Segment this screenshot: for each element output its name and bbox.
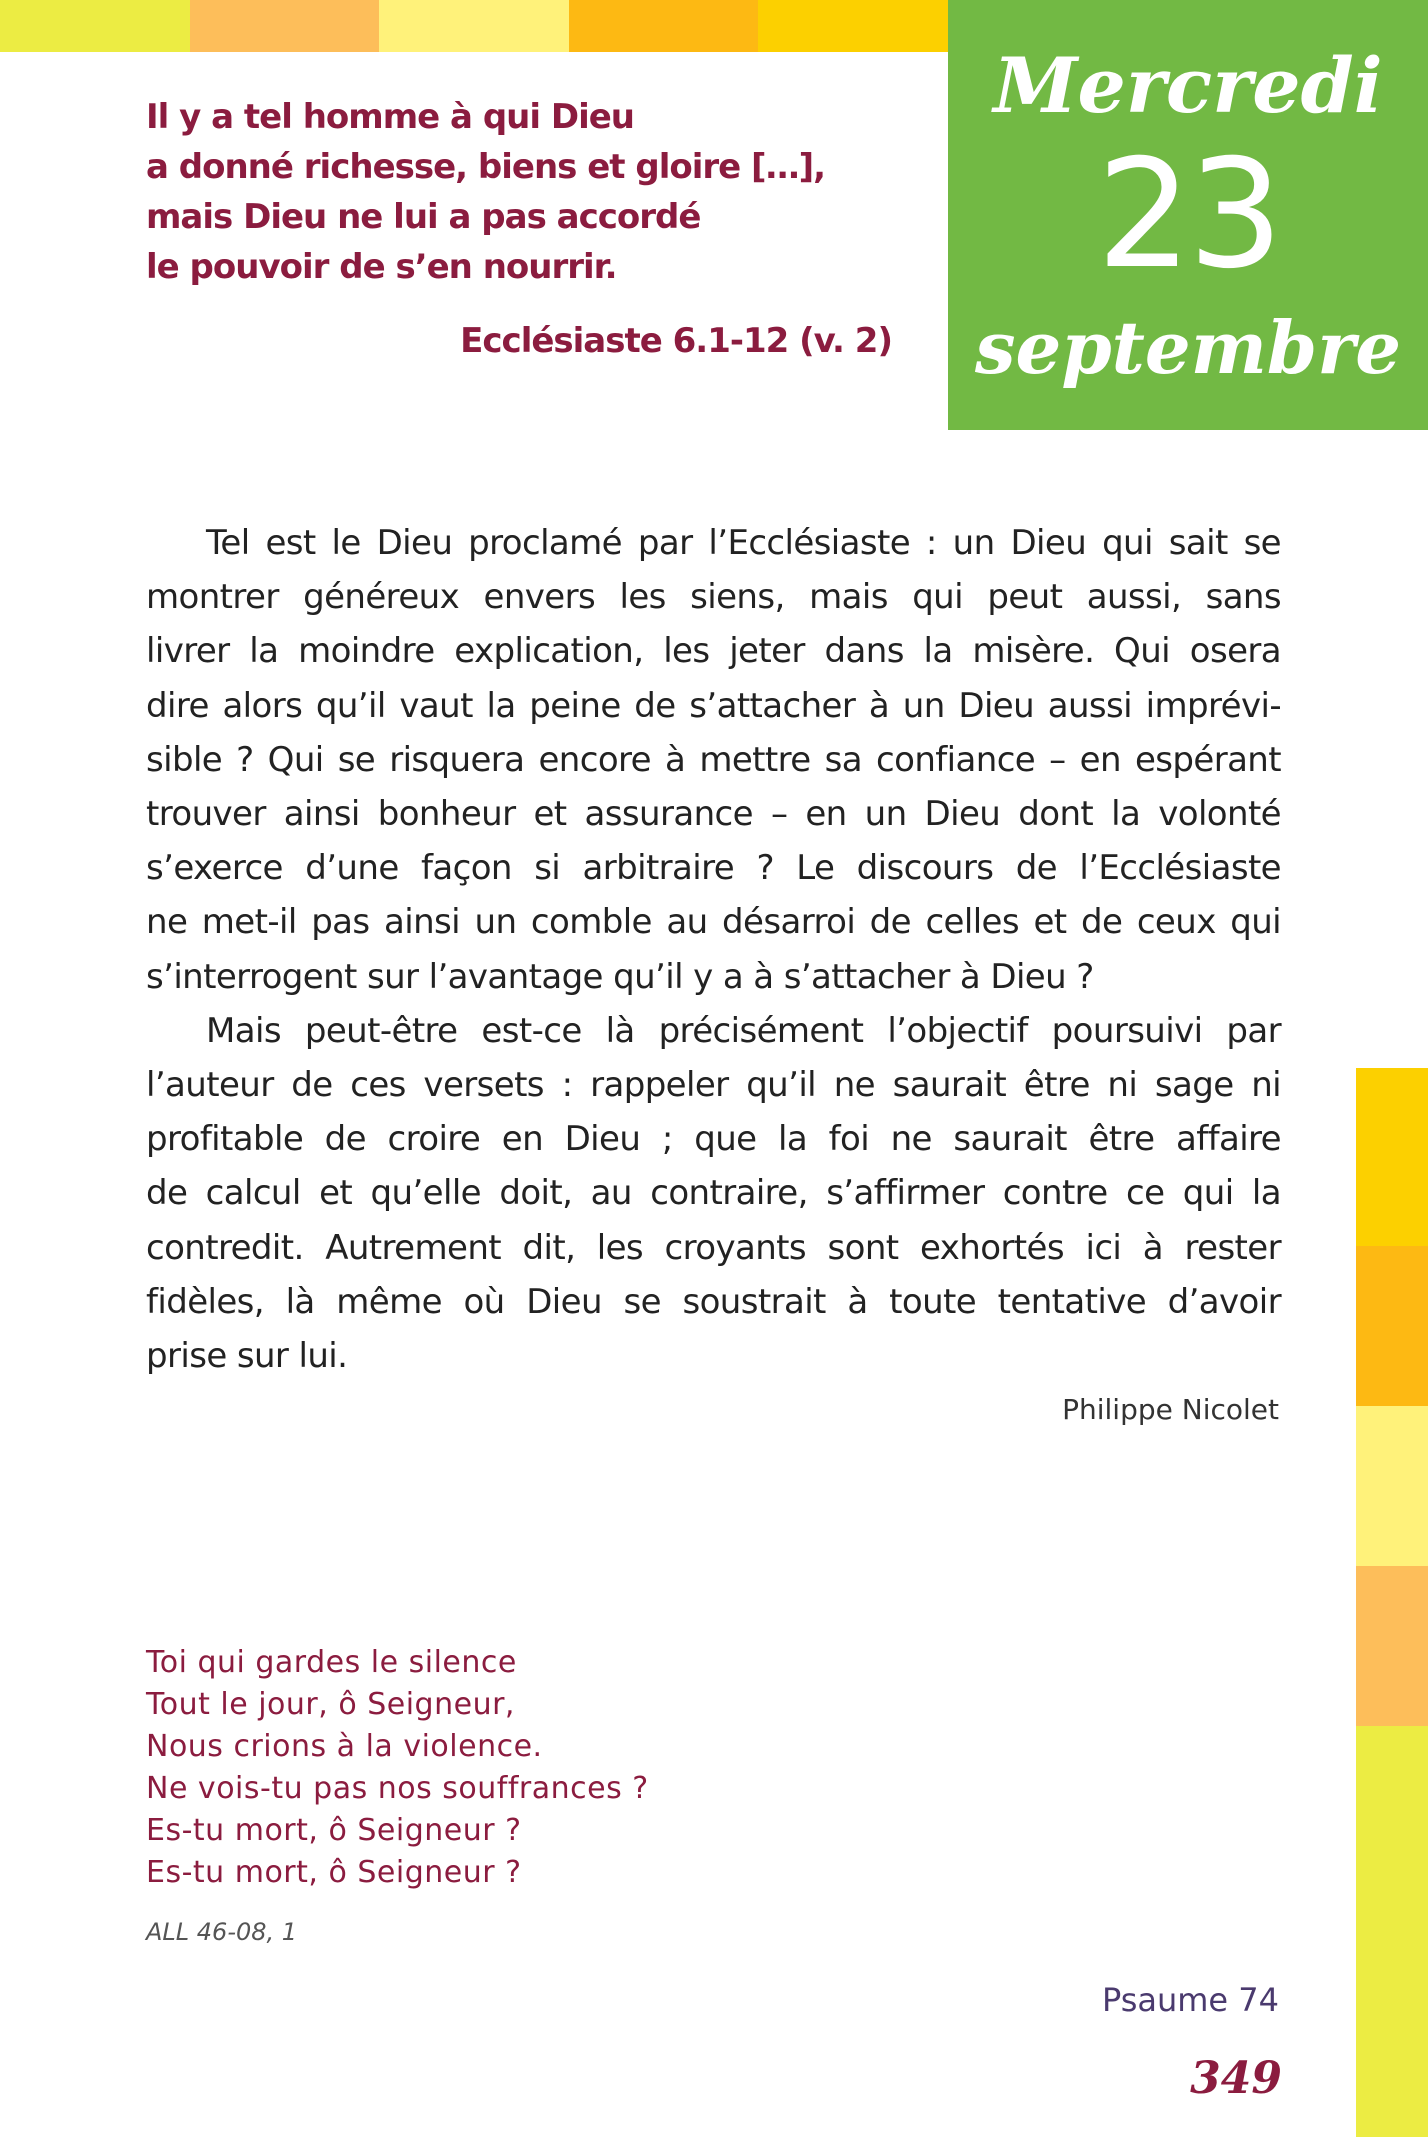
top-color-segment bbox=[569, 0, 759, 52]
top-color-segment bbox=[379, 0, 569, 52]
meditation-text bbox=[146, 516, 1281, 1383]
verse-line: a donné richesse, biens et gloire […], bbox=[146, 147, 826, 187]
meditation-line: Tel est le Dieu proclamé par l’Ecclésiaste : un Dieu qui sait se bbox=[206, 523, 1281, 563]
verse-reference: Ecclésiaste 6.1-12 (v. 2) bbox=[460, 321, 892, 361]
meditation-line: trouver ainsi bonheur et assurance – en un Dieu dont la volonté bbox=[146, 794, 1281, 835]
hymn-reference: ALL 46-08, 1 bbox=[146, 1918, 298, 1946]
top-color-segment bbox=[0, 0, 190, 52]
side-color-segment bbox=[1356, 1406, 1428, 1566]
verse-quote bbox=[146, 92, 906, 292]
meditation-line: livrer la moindre explication, les jeter dans la misère. Qui osera bbox=[146, 631, 1281, 672]
date-month: septembre bbox=[974, 305, 1402, 390]
date-box bbox=[948, 0, 1428, 430]
date-weekday: Mercredi bbox=[993, 41, 1383, 130]
top-color-segment bbox=[190, 0, 380, 52]
meditation-line: l’auteur de ces versets : rappeler qu’il ne saurait être ni sage ni bbox=[146, 1065, 1281, 1106]
page-number: 349 bbox=[1190, 2053, 1282, 2104]
top-color-segment bbox=[758, 0, 948, 52]
hymn-text bbox=[146, 1642, 846, 1894]
psalm-reference: Psaume 74 bbox=[1101, 1981, 1279, 2019]
verse-line: Il y a tel homme à qui Dieu bbox=[146, 97, 634, 137]
hymn-line: Tout le jour, ô Seigneur, bbox=[146, 1687, 515, 1722]
meditation-line: prise sur lui. bbox=[146, 1336, 348, 1377]
hymn-line: Nous crions à la violence. bbox=[146, 1729, 543, 1764]
side-color-segment bbox=[1356, 1068, 1428, 1246]
meditation-line: ne met-il pas ainsi un comble au désarroi de celles et de ceux qui bbox=[146, 902, 1281, 943]
hymn-line: Es-tu mort, ô Seigneur ? bbox=[146, 1855, 522, 1890]
side-color-segment bbox=[1356, 1566, 1428, 1726]
meditation-line: s’exerce d’une façon si arbitraire ? Le discours de l’Ecclésiaste bbox=[146, 848, 1281, 889]
meditation-line: montrer généreux envers les siens, mais qui peut aussi, sans bbox=[146, 577, 1281, 618]
meditation-line: Mais peut-être est-ce là précisément l’objectif poursuivi par bbox=[206, 1010, 1281, 1051]
meditation-line: fidèles, là même où Dieu se soustrait à toute tentative d’avoir bbox=[146, 1281, 1281, 1322]
hymn-line: Toi qui gardes le silence bbox=[146, 1645, 517, 1680]
side-color-segment bbox=[1356, 1726, 1428, 2137]
hymn-line: Ne vois-tu pas nos souffrances ? bbox=[146, 1771, 649, 1806]
author-name: Philippe Nicolet bbox=[1062, 1393, 1279, 1426]
side-color-segment bbox=[1356, 1246, 1428, 1406]
meditation-line: dire alors qu’il vaut la peine de s’attacher à un Dieu aussi imprévi- bbox=[146, 685, 1281, 726]
verse-line: le pouvoir de s’en nourrir. bbox=[146, 247, 617, 287]
verse-line: mais Dieu ne lui a pas accordé bbox=[146, 197, 701, 237]
meditation-line: sible ? Qui se risquera encore à mettre sa confiance – en espérant bbox=[146, 739, 1281, 780]
hymn-line: Es-tu mort, ô Seigneur ? bbox=[146, 1813, 522, 1848]
meditation-line: profitable de croire en Dieu ; que la foi ne saurait être affaire bbox=[146, 1119, 1281, 1160]
meditation-line: de calcul et qu’elle doit, au contraire, s’affirmer contre ce qui la bbox=[146, 1173, 1281, 1214]
top-color-bar bbox=[0, 0, 948, 52]
meditation-line: contredit. Autrement dit, les croyants sont exhortés ici à rester bbox=[146, 1227, 1281, 1268]
side-color-bar bbox=[1356, 1068, 1428, 2137]
date-day: 23 bbox=[1096, 128, 1280, 302]
meditation-line: s’interrogent sur l’avantage qu’il y a à s’attacher à Dieu ? bbox=[146, 956, 1094, 997]
